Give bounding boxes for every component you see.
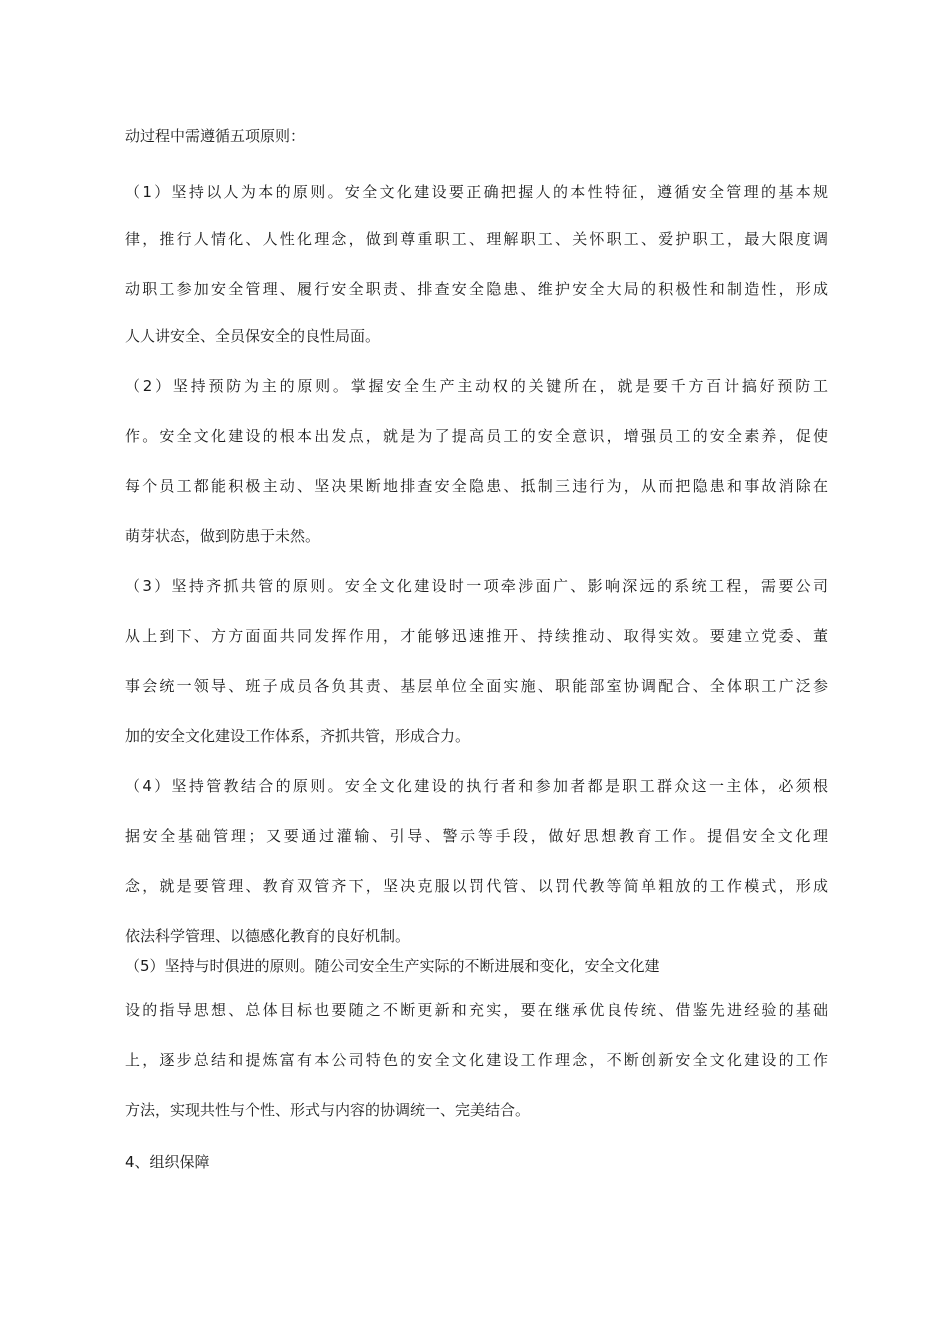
paragraph-line: 依法科学管理、以德感化教育的良好机制。 <box>125 927 411 945</box>
paragraph-line: 律，推行人情化、人性化理念，做到尊重职工、理解职工、关怀职工、爱护职工，最大限度调 <box>125 230 828 248</box>
paragraph-line: （5）坚持与时俱进的原则。随公司安全生产实际的不断进展和变化，安全文化建 <box>125 957 660 975</box>
paragraph-line: （2）坚持预防为主的原则。掌握安全生产主动权的关键所在，就是要千方百计搞好预防工 <box>125 377 828 395</box>
paragraph-line: 作。安全文化建设的根本出发点，就是为了提高员工的安全意识，增强员工的安全素养，促使 <box>125 427 828 445</box>
paragraph-line: 从上到下、方方面面共同发挥作用，才能够迅速推开、持续推动、取得实效。要建立党委、董 <box>125 627 828 645</box>
intro-line: 动过程中需遵循五项原则： <box>125 127 306 145</box>
paragraph-line: 事会统一领导、班子成员各负其责、基层单位全面实施、职能部室协调配合、全体职工广泛参 <box>125 677 828 695</box>
paragraph-line: 每个员工都能积极主动、坚决果断地排查安全隐患、抵制三违行为，从而把隐患和事故消除在 <box>125 477 828 495</box>
paragraph-line: 人人讲安全、全员保安全的良性局面。 <box>125 327 381 345</box>
paragraph-line: 念，就是要管理、教育双管齐下，坚决克服以罚代管、以罚代教等简单粗放的工作模式，形成 <box>125 877 828 895</box>
section-heading: 4、组织保障 <box>125 1153 210 1171</box>
paragraph-line: 加的安全文化建设工作体系，齐抓共管，形成合力。 <box>125 727 471 745</box>
paragraph-line: 动职工参加安全管理、履行安全职责、排查安全隐患、维护安全大局的积极性和制造性，形成 <box>125 280 828 298</box>
paragraph-line: 上，逐步总结和提炼富有本公司特色的安全文化建设工作理念，不断创新安全文化建设的工作 <box>125 1051 828 1069</box>
paragraph-line: （3）坚持齐抓共管的原则。安全文化建设时一项牵涉面广、影响深远的系统工程，需要公司 <box>125 577 828 595</box>
paragraph-line: 设的指导思想、总体目标也要随之不断更新和充实，要在继承优良传统、借鉴先进经验的基础 <box>125 1001 828 1019</box>
paragraph-line: 方法，实现共性与个性、形式与内容的协调统一、完美结合。 <box>125 1101 531 1119</box>
paragraph-line: 萌芽状态，做到防患于未然。 <box>125 527 321 545</box>
paragraph-line: （4）坚持管教结合的原则。安全文化建设的执行者和参加者都是职工群众这一主体，必须根 <box>125 777 828 795</box>
paragraph-line: （1）坚持以人为本的原则。安全文化建设要正确把握人的本性特征，遵循安全管理的基本规 <box>125 183 828 201</box>
paragraph-line: 据安全基础管理；又要通过灌输、引导、警示等手段，做好思想教育工作。提倡安全文化理 <box>125 827 828 845</box>
